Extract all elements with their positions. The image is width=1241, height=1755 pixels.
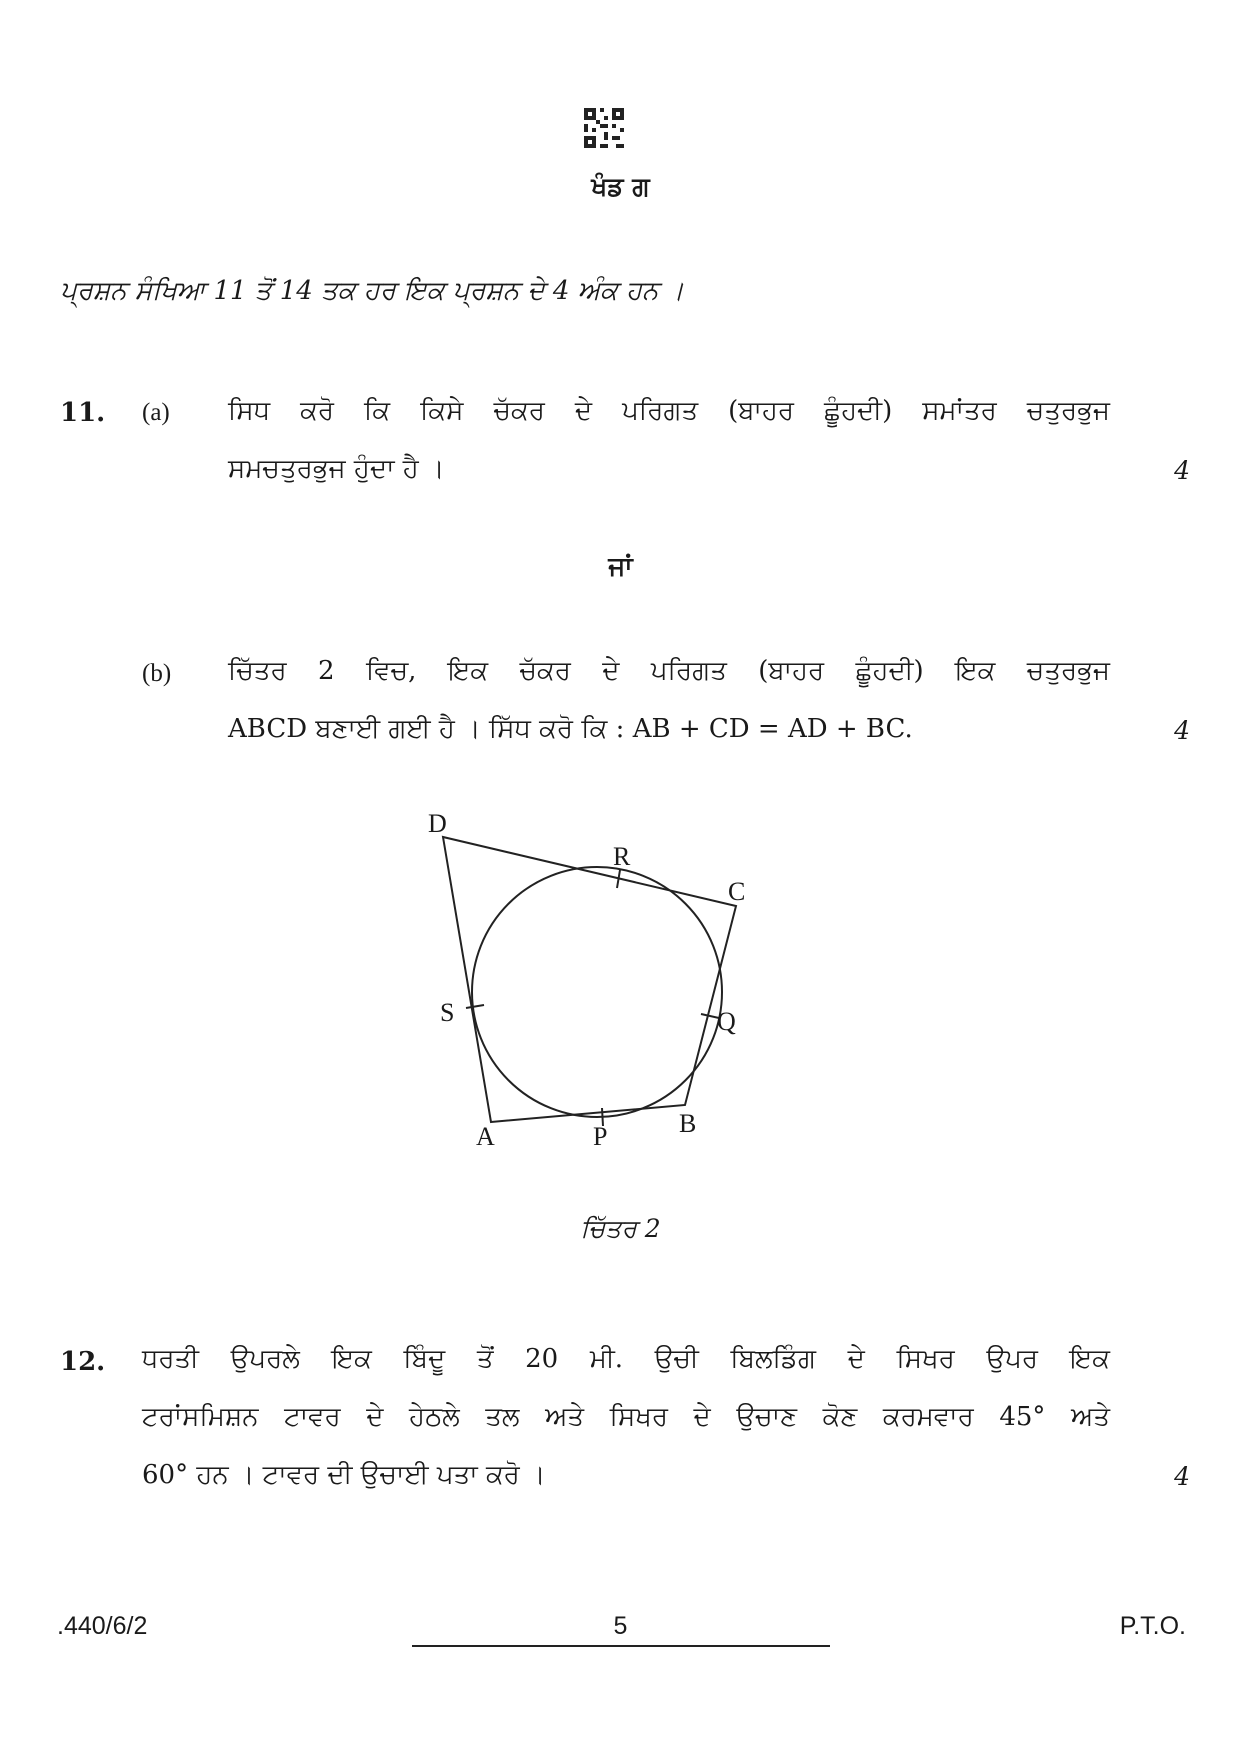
label-b: B	[679, 1109, 697, 1138]
or-separator: ਜਾਂ	[608, 552, 633, 582]
label-a: A	[476, 1122, 495, 1151]
label-p: P	[593, 1122, 608, 1151]
q11-part-a-label: (a)	[142, 399, 170, 426]
paper-code: .440/6/2	[57, 1612, 148, 1640]
q11-b-line-1: ਚਿੱਤਰ 2 ਵਿਚ, ਇਕ ਚੱਕਰ ਦੇ ਪਰਿਗਤ (ਬਾਹਰ ਛੂੰਹਦੀ) ਇਕ ਚਤੁਰਭੁਜ	[228, 656, 1110, 686]
q11-a-marks: 4	[1174, 456, 1190, 485]
label-s: S	[440, 998, 455, 1027]
label-q: Q	[717, 1007, 736, 1036]
label-r: R	[613, 842, 631, 871]
q12-line-3: 60° ਹਨ । ਟਾਵਰ ਦੀ ਉਚਾਈ ਪਤਾ ਕਰੋ ।	[142, 1460, 546, 1490]
q11-a-line-2: ਸਮਚਤੁਰਭੁਜ ਹੁੰਦਾ ਹੈ ।	[228, 454, 445, 484]
q11-a-line-1: ਸਿਧ ਕਰੋ ਕਿ ਕਿਸੇ ਚੱਕਰ ਦੇ ਪਰਿਗਤ (ਬਾਹਰ ਛੂੰਹਦੀ) ਸਮਾਂਤਰ ਚਤੁਰਭੁਜ	[228, 396, 1110, 426]
q11-b-line-2: ABCD ਬਣਾਈ ਗਈ ਹੈ । ਸਿੱਧ ਕਰੋ ਕਿ : AB + CD = AD + BC.	[228, 714, 913, 744]
q12-marks: 4	[1174, 1462, 1190, 1491]
question-number-11: 11.	[60, 398, 106, 428]
page-number: 5	[613, 1612, 628, 1640]
q11-b-marks: 4	[1174, 716, 1190, 745]
quadrilateral-abcd	[443, 837, 736, 1122]
q12-line-2: ਟਰਾਂਸਮਿਸ਼ਨ ਟਾਵਰ ਦੇ ਹੇਠਲੇ ਤਲ ਅਤੇ ਸਿਖਰ ਦੇ ਉਚਾਣ ਕੋਣ ਕਰਮਵਾਰ 45° ਅਤੇ	[142, 1402, 1110, 1432]
label-c: C	[728, 877, 746, 906]
q12-line-1: ਧਰਤੀ ਉਪਰਲੇ ਇਕ ਬਿੰਦੂ ਤੋਂ 20 ਮੀ. ਉਚੀ ਬਿਲਡਿੰਗ ਦੇ ਸਿਖਰ ਉਪਰ ਇਕ	[142, 1344, 1110, 1374]
label-d: D	[428, 809, 447, 838]
footer-rule	[412, 1645, 830, 1647]
pto-label: P.T.O.	[1119, 1612, 1186, 1640]
instruction-text: ਪ੍ਰਸ਼ਨ ਸੰਖਿਆ 11 ਤੋਂ 14 ਤਕ ਹਰ ਇਕ ਪ੍ਰਸ਼ਨ ਦੇ 4 ਅੰਕ ਹਨ ।	[60, 276, 684, 306]
section-title: ਖੰਡ ਗ	[591, 172, 650, 201]
question-number-12: 12.	[60, 1347, 106, 1377]
tick-s	[466, 1005, 484, 1008]
figure-caption: ਚਿੱਤਰ 2	[580, 1214, 661, 1243]
q11-part-b-label: (b)	[142, 660, 172, 687]
inscribed-circle	[472, 867, 722, 1117]
